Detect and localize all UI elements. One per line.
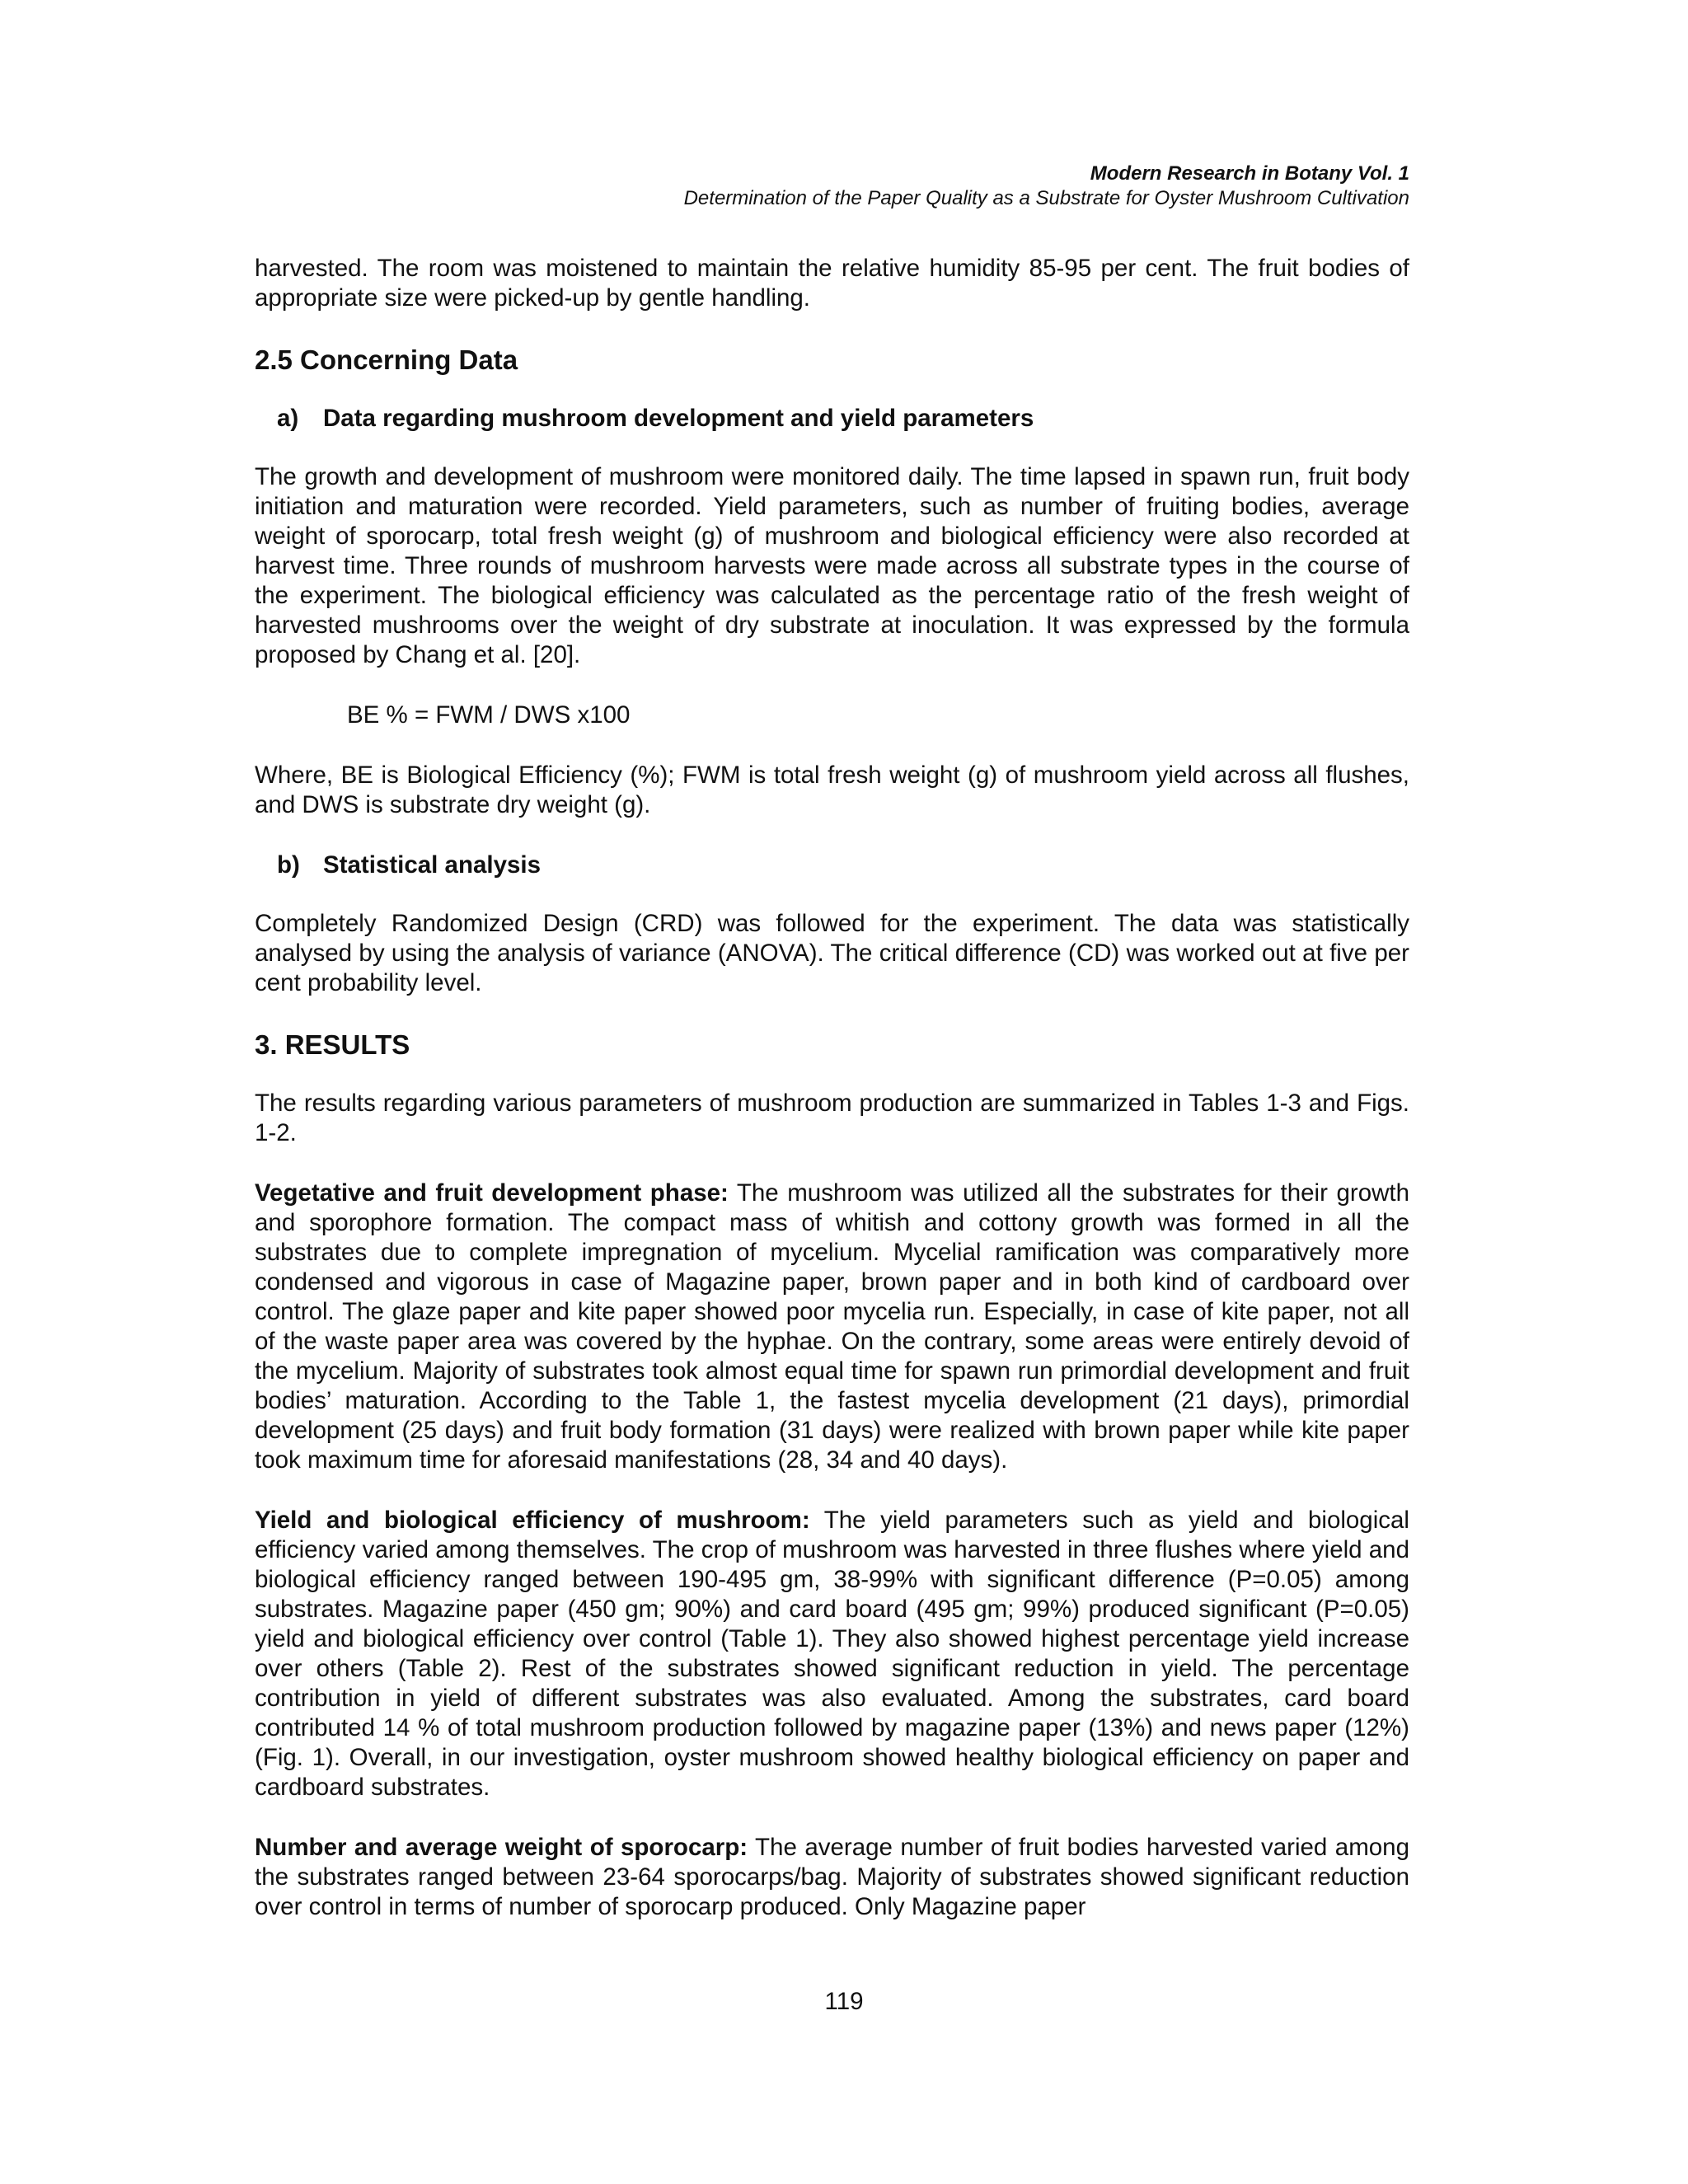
subsection-title-a: Data regarding mushroom development and yield parameters <box>323 405 1034 432</box>
page-number: 119 <box>824 1988 864 2015</box>
paragraph-growth: The growth and development of mushroom were monitored daily. The time lapsed in spawn run, fruit body initiation and maturation were recorded. Yield parameters, such as number of fruiting bodies, average weight of sporocarp, total fresh weight (g) of mushroom and biological efficiency were also recorded at harvest time. Three rounds of mushroom harvests were made across all substrate types in the course of the experiment. The biological efficiency was calculated as the percentage ratio of the fresh weight of harvested mushrooms over the weight of dry substrate at inoculation. It was expressed by the formula proposed by Chang et al. [20]. <box>255 463 1409 668</box>
paragraph-vegetative <box>255 1179 1409 1475</box>
paragraph-statistics: Completely Randomized Design (CRD) was followed for the experiment. The data was statistically analysed by using the analysis of variance (ANOVA). The critical difference (CD) was worked out at five per cent probability level. <box>255 910 1409 996</box>
chapter-title: Determination of the Paper Quality as a Substrate for Oyster Mushroom Cultivation <box>683 187 1409 209</box>
section-heading-2-5: 2.5 Concerning Data <box>255 344 518 375</box>
subsection-marker-a: a) <box>277 405 299 432</box>
subsection-marker-b: b) <box>277 851 300 879</box>
page-body <box>255 254 1409 1952</box>
paragraph-lead-sporocarp: Number and average weight of sporocarp: <box>255 1834 748 1861</box>
paragraph-results: The results regarding various parameters of mushroom production are summarized in Tables 1-3 and Figs. 1-2. <box>255 1090 1409 1146</box>
paragraph-text-vegetative: The mushroom was utilized all the substrates for their growth and sporophore formation. The compact mass of whitish and cottony growth was formed in all the substrates due to complete impregnation of mycelium. Mycelial ramification was comparatively more condensed and vigorous in case of Magazine paper, brown paper and in both kind of cardboard over control. The glaze paper and kite paper showed poor mycelia run. Especially, in case of kite paper, not all of the waste paper area was covered by the hyphae. On the contrary, some areas were entirely devoid of the mycelium. Majority of substrates took almost equal time for spawn run primordial development and fruit bodies’ maturation. According to the Table 1, the fastest mycelia development (21 days), primordial development (25 days) and fruit body formation (31 days) were realized with brown paper while kite paper took maximum time for aforesaid manifestations (28, 34 and 40 days). <box>255 1179 1410 1474</box>
journal-title: Modern Research in Botany Vol. 1 <box>1090 162 1409 185</box>
paragraph-text-sporocarp: The average number of fruit bodies harvested varied among the substrates ranged between 23-64 sporocarps/bag. Majority of substrates showed significant reduction over control in terms of number of sporocarp produced. Only Magazine paper <box>255 1834 1409 1920</box>
paragraph-lead-vegetative: Vegetative and fruit development phase: <box>255 1179 729 1207</box>
paragraph-yield <box>255 1506 1409 1802</box>
paragraph-lead-yield: Yield and biological efficiency of mushroom: <box>255 1507 810 1534</box>
running-header <box>684 162 1409 211</box>
subsection-title-b: Statistical analysis <box>323 851 542 879</box>
section-heading-results: 3. RESULTS <box>255 1029 410 1060</box>
paragraph-sporocarp <box>255 1833 1409 1922</box>
subsection-heading-b <box>255 851 1409 880</box>
formula-biological-efficiency: BE % = FWM / DWS x100 <box>347 701 631 729</box>
paragraph-text-yield: The yield parameters such as yield and biological efficiency varied among themselves. The crop of mushroom was harvested in three flushes where yield and biological efficiency ranged between 190-495 gm, 38-99% with significant difference (P=0.05) among substrates. Magazine paper (450 gm; 90%) and card board (495 gm; 99%) produced significant (P=0.05) yield and biological efficiency over control (Table 1). They also showed highest percentage yield increase over others (Table 2). Rest of the substrates showed significant reduction in yield. The percentage contribution in yield of different substrates was also evaluated. Among the substrates, card board contributed 14 % of total mushroom production followed by magazine paper (13%) and news paper (12%) (Fig. 1). Overall, in our investigation, oyster mushroom showed healthy biological efficiency on paper and cardboard substrates. <box>255 1507 1409 1801</box>
subsection-heading-a <box>255 404 1409 434</box>
paragraph-intro: harvested. The room was moistened to maintain the relative humidity 85-95 per cent. The fruit bodies of appropriate size were picked-up by gentle handling. <box>255 255 1409 312</box>
paragraph-where: Where, BE is Biological Efficiency (%); FWM is total fresh weight (g) of mushroom yield across all flushes, and DWS is substrate dry weight (g). <box>255 762 1409 818</box>
